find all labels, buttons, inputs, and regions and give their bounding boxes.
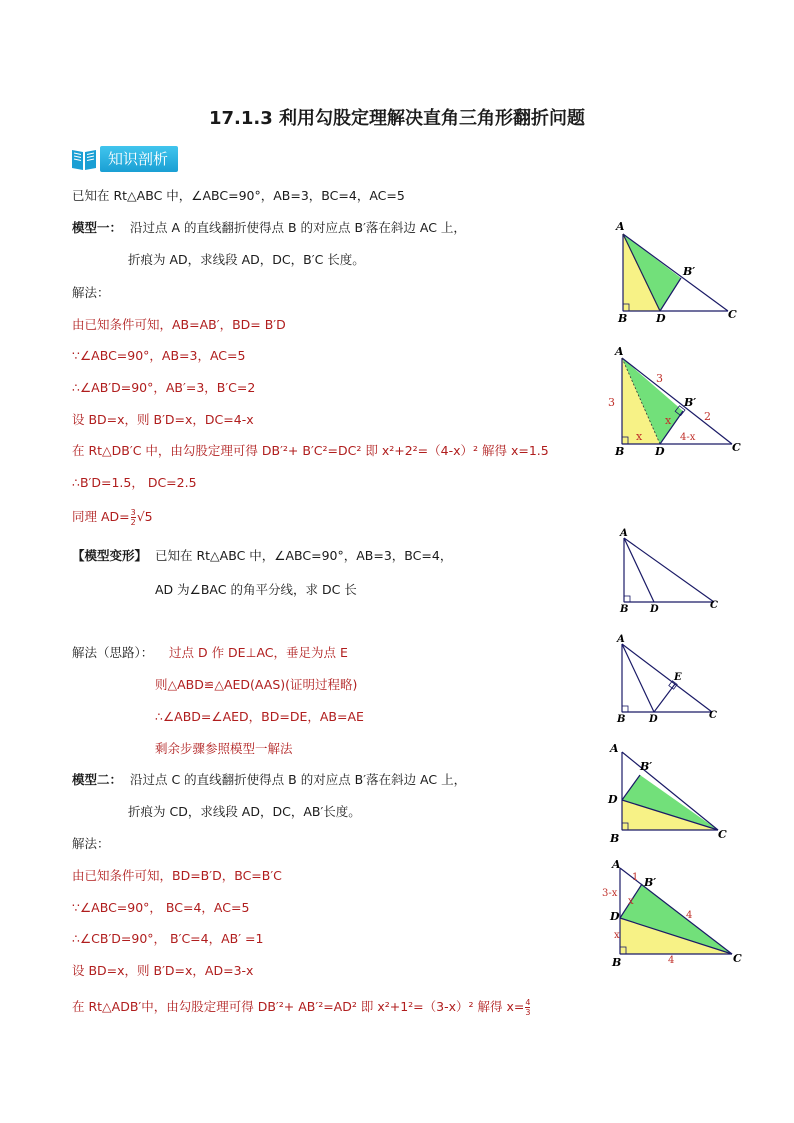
fraction-denominator: 3 <box>525 1008 531 1017</box>
label-b-prime: B′ <box>684 396 697 409</box>
label-c: C <box>732 441 741 454</box>
figure-model2-fold <box>600 740 740 844</box>
label-b: B <box>615 445 625 458</box>
model2-step: 设 BD=x，则 B′D=x，AD=3-x <box>72 963 254 978</box>
label-b: B <box>618 312 628 324</box>
label-e: E <box>674 672 682 683</box>
label-b: B <box>620 604 629 615</box>
label-b: B <box>617 714 626 724</box>
section-badge-label: 知识剖析 <box>100 146 178 172</box>
fraction-numerator: 3 <box>130 508 136 517</box>
label-d: D <box>656 312 666 324</box>
model1-similar-suffix: √5 <box>136 509 153 524</box>
model2-step: ∴∠CB′D=90°， B′C=4，AB′ =1 <box>72 931 264 946</box>
label-b: B <box>610 832 620 844</box>
model1-heading: 模型一： <box>72 220 123 235</box>
model1-text2: 折痕为 AD，求线段 AD，DC，B′C 长度。 <box>128 252 365 267</box>
length-3: 3 <box>656 372 663 385</box>
figure-model1-solution <box>600 344 746 458</box>
label-b: B <box>612 956 622 969</box>
length-2: 2 <box>704 410 711 423</box>
figure-variant-bisector <box>612 526 724 616</box>
figure-model2-solution <box>596 856 744 970</box>
model1-solution-label: 解法： <box>72 285 110 300</box>
variant-step: ∴∠ABD=∠AED，BD=DE，AB=AE <box>155 709 364 724</box>
label-c: C <box>710 600 718 611</box>
length-4-minus-x: 4-x <box>680 432 696 443</box>
fraction-denominator: 2 <box>130 518 136 527</box>
label-a: A <box>610 742 619 755</box>
label-a: A <box>615 345 624 358</box>
figure-model1-fold <box>608 218 744 324</box>
variant-text1: 已知在 Rt△ABC 中，∠ABC=90°，AB=3，BC=4， <box>155 548 453 563</box>
label-b-prime: B′ <box>683 265 696 278</box>
label-d: D <box>608 793 618 806</box>
model1-similar-prefix: 同理 AD= <box>72 509 130 524</box>
model1-similar <box>72 508 153 527</box>
label-b-prime: B′ <box>644 876 657 889</box>
model2-heading: 模型二： <box>72 772 123 787</box>
label-d: D <box>649 714 658 724</box>
intro-text: 已知在 Rt△ABC 中，∠ABC=90°，AB=3，BC=4，AC=5 <box>72 188 405 203</box>
model1-step: 设 BD=x，则 B′D=x，DC=4-x <box>72 412 254 427</box>
length-x: x <box>636 430 643 443</box>
label-c: C <box>733 952 742 965</box>
variant-heading: 【模型变形】 <box>72 548 148 563</box>
model2-step: 由已知条件可知，BD=B′D，BC=B′C <box>72 868 282 883</box>
model1-step: 在 Rt△DB′C 中，由勾股定理可得 DB′²+ B′C²=DC² 即 x²+2²=（4-x）² 解得 x=1.5 <box>72 443 549 458</box>
label-a: A <box>620 528 628 539</box>
label-d: D <box>650 604 659 615</box>
variant-step: 则△ABD≌△AED(AAS)(证明过程略) <box>155 677 358 692</box>
fraction-numerator: 4 <box>525 998 531 1007</box>
length-4: 4 <box>668 955 675 966</box>
model2-solution-label: 解法： <box>72 836 110 851</box>
label-a: A <box>616 220 625 233</box>
model2-final <box>72 998 531 1017</box>
length-3-minus-x: 3-x <box>602 888 618 899</box>
label-c: C <box>728 308 737 321</box>
length-4: 4 <box>686 910 693 921</box>
model1-step: 由已知条件可知，AB=AB′，BD= B′D <box>72 317 286 332</box>
length-x: x <box>665 414 672 427</box>
model1-similar-fraction <box>131 508 136 527</box>
variant-solution-text: 过点 D 作 DE⊥AC，垂足为点 E <box>169 645 348 660</box>
label-a: A <box>617 634 625 645</box>
model1-step: ∴∠AB′D=90°，AB′=3，B′C=2 <box>72 380 256 395</box>
model2-step: ∵∠ABC=90°， BC=4，AC=5 <box>72 900 250 915</box>
length-3: 3 <box>608 396 615 409</box>
variant-text2: AD 为∠BAC 的角平分线，求 DC 长 <box>155 582 357 597</box>
variant-solution-label: 解法（思路）： <box>72 645 154 660</box>
book-icon <box>70 146 98 172</box>
model2-step: 在 Rt△ADB′中，由勾股定理可得 DB′²+ AB′²=AD² 即 x²+1²=（3-x）² 解得 x= <box>72 999 525 1014</box>
section-badge <box>70 144 178 174</box>
variant-step: 剩余步骤参照模型一解法 <box>155 741 293 756</box>
figure-variant-perpendicular <box>612 632 724 724</box>
model2-text2: 折痕为 CD，求线段 AD，DC，AB′长度。 <box>128 804 361 819</box>
label-c: C <box>709 710 717 721</box>
model2-text1: 沿过点 C 的直线翻折使得点 B 的对应点 B′落在斜边 AC 上， <box>130 772 467 787</box>
length-x: x <box>614 930 620 941</box>
length-x: x <box>628 896 634 907</box>
label-a: A <box>612 858 621 871</box>
model2-answer-fraction <box>525 998 530 1017</box>
label-d: D <box>655 445 665 458</box>
label-c: C <box>718 828 727 841</box>
label-d: D <box>610 910 620 923</box>
label-b-prime: B′ <box>640 760 653 773</box>
page-title: 17.1.3 利用勾股定理解决直角三角形翻折问题 <box>208 108 586 129</box>
model1-text1: 沿过点 A 的直线翻折使得点 B 的对应点 B′落在斜边 AC 上， <box>130 220 466 235</box>
length-1: 1 <box>632 872 639 883</box>
model1-step: ∴B′D=1.5， DC=2.5 <box>72 475 197 490</box>
model1-step: ∵∠ABC=90°，AB=3，AC=5 <box>72 348 246 363</box>
